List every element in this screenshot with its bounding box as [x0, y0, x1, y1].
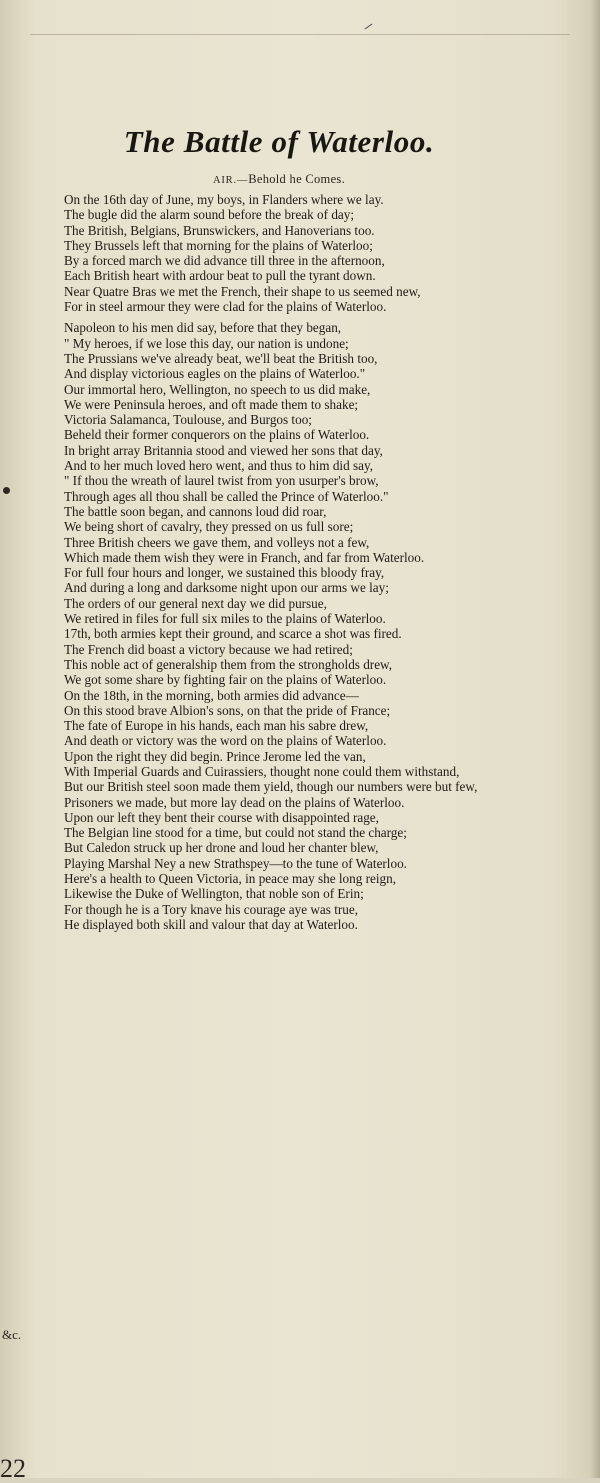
verse-line: Which made them wish they were in Franch, and far from Waterloo.: [64, 549, 425, 565]
verse-line: Here's a health to Queen Victoria, in peace may she long reign,: [64, 871, 397, 887]
verse-line: Victoria Salamanca, Toulouse, and Burgos too;: [64, 412, 312, 428]
margin-note-etc: &c.: [2, 1327, 22, 1342]
verse-line: Beheld their former conquerors on the plains of Waterloo.: [64, 427, 370, 443]
verse-line: On the 18th, in the morning, both armies did advance—: [64, 687, 359, 703]
verse-line: We being short of cavalry, they pressed on us full sore;: [64, 519, 354, 535]
verse-line: Three British cheers we gave them, and volleys not a few,: [64, 534, 370, 550]
verse-line: " If thou the wreath of laurel twist from yon usurper's brow,: [64, 473, 379, 489]
ink-dot: [3, 487, 10, 494]
verse-line: And during a long and darksome night upon our arms we lay;: [64, 580, 389, 596]
verse-line: For in steel armour they were clad for the plains of Waterloo.: [64, 299, 387, 315]
verse-line: And death or victory was the word on the plains of Waterloo.: [64, 733, 387, 749]
verse-line: The fate of Europe in his hands, each man his sabre drew,: [64, 718, 369, 734]
verse-line: The battle soon began, and cannons loud did roar,: [64, 503, 327, 519]
verse-line: Prisoners we made, but more lay dead on the plains of Waterloo.: [64, 794, 405, 810]
verse-line: The orders of our general next day we did pursue,: [64, 595, 327, 611]
verse-line: Upon the right they did begin. Prince Jerome led the van,: [64, 748, 366, 764]
verse-line: The British, Belgians, Brunswickers, and Hanoverians too.: [64, 222, 375, 238]
verse-line: The Belgian line stood for a time, but could not stand the charge;: [64, 825, 407, 841]
verse-line: Near Quatre Bras we met the French, their shape to us seemed new,: [64, 283, 421, 299]
verse-line: By a forced march we did advance till three in the afternoon,: [64, 253, 385, 269]
verse-line: Napoleon to his men did say, before that they began,: [64, 320, 342, 336]
ballad-text: [64, 192, 490, 932]
verse-line: " My heroes, if we lose this day, our nation is undone;: [64, 335, 349, 351]
verse-line: The Prussians we've already beat, we'll beat the British too,: [64, 350, 378, 366]
page-edge-shadow: [590, 0, 600, 1478]
air-label: AIR.—: [212, 175, 249, 186]
verse-line: Upon our left they bent their course with disappointed rage,: [64, 809, 379, 825]
verse-line: And to her much loved hero went, and thus to him did say,: [64, 458, 373, 474]
verse-line: We retired in files for full six miles to the plains of Waterloo.: [64, 611, 386, 627]
verse-line: And display victorious eagles on the plains of Waterloo.": [64, 366, 366, 382]
verse-line: The bugle did the alarm sound before the break of day;: [64, 207, 355, 223]
fold-crease: [30, 34, 570, 35]
verse-line: We got some share by fighting fair on the plains of Waterloo.: [64, 672, 387, 688]
air-tune-name: Behold he Comes.: [248, 172, 346, 186]
verse-line: For though he is a Tory knave his courage aye was true,: [64, 901, 359, 917]
verse-line: This noble act of generalship them from the strongholds drew,: [64, 656, 393, 672]
verse-line: On the 16th day of June, my boys, in Flanders where we lay.: [64, 192, 384, 207]
ink-mark: [365, 24, 373, 30]
air-line: [64, 172, 494, 187]
verse-line: But Caledon struck up her drone and loud her chanter blew,: [64, 840, 379, 856]
verse-line: The French did boast a victory because we had retired;: [64, 641, 353, 657]
verse-line: Through ages all thou shall be called the Prince of Waterloo.": [64, 488, 389, 504]
ballad-title: The Battle of Waterloo.: [123, 124, 435, 159]
verse-line: Likewise the Duke of Wellington, that noble son of Erin;: [64, 886, 364, 902]
verse-line: 17th, both armies kept their ground, and scarce a shot was fired.: [64, 626, 402, 642]
verse-line: In bright array Britannia stood and viewed her sons that day,: [64, 442, 383, 458]
verse-line: But our British steel soon made them yield, though our numbers were but few,: [64, 779, 478, 795]
verse-line: For full four hours and longer, we sustained this bloody fray,: [64, 565, 385, 581]
verse-line: He displayed both skill and valour that day at Waterloo.: [64, 916, 358, 932]
verse-line: On this stood brave Albion's sons, on that the pride of France;: [64, 702, 391, 718]
verse-line: They Brussels left that morning for the plains of Waterloo;: [64, 237, 373, 253]
verse-line: Our immortal hero, Wellington, no speech to us did make,: [64, 381, 371, 397]
verse-line: With Imperial Guards and Cuirassiers, thought none could them withstand,: [64, 763, 460, 779]
verse-line: Playing Marshal Ney a new Strathspey—to the tune of Waterloo.: [64, 855, 407, 871]
verse-line: We were Peninsula heroes, and oft made them to shake;: [64, 396, 359, 412]
verse-line: Each British heart with ardour beat to pull the tyrant down.: [64, 268, 376, 284]
page-number: 22: [0, 1454, 26, 1483]
